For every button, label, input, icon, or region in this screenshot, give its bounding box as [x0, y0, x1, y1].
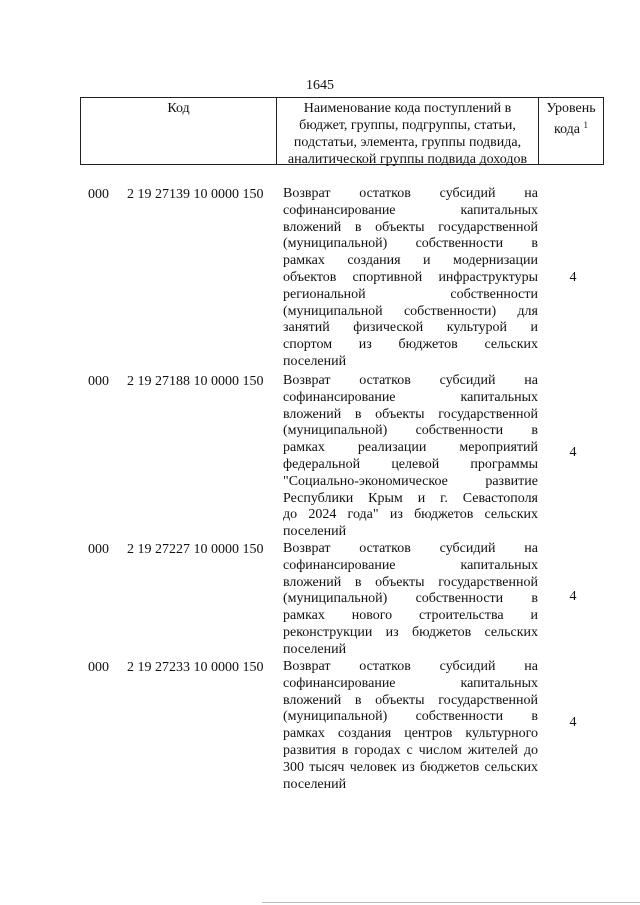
- admin-code: 000: [88, 542, 109, 557]
- description-line: софинансирование капитальных: [283, 389, 538, 405]
- code-description: [283, 373, 538, 541]
- description-line: вложений в объекты государственной: [283, 574, 538, 590]
- description-line: вложений в объекты государственной: [283, 219, 538, 235]
- description-line: софинансирование капитальных: [283, 675, 538, 691]
- description-line: федеральной целевой программы: [283, 456, 538, 472]
- description-line: рамках создания и модернизации: [283, 253, 538, 269]
- description-line: (муниципальной) собственности в: [283, 236, 538, 252]
- description-line: поселений: [283, 776, 347, 792]
- admin-code: 000: [88, 374, 109, 389]
- description-line: рамках создания центров культурного: [283, 726, 538, 742]
- description-line: региональной собственности: [283, 286, 538, 302]
- description-line: вложений в объекты государственной: [283, 692, 538, 708]
- code-description: [283, 186, 538, 371]
- code-level: 4: [569, 715, 577, 730]
- footnote-marker: 1: [583, 120, 589, 130]
- table-header: [80, 97, 604, 165]
- description-line: развития в городах с числом жителей до: [283, 742, 538, 758]
- description-line: Возврат остатков субсидий на: [283, 659, 538, 674]
- scan-edge-divider: [262, 902, 640, 903]
- admin-code: 000: [88, 660, 109, 675]
- header-level: [539, 98, 603, 164]
- header-name-line: бюджет, группы, подгруппы, статьи,: [299, 118, 516, 133]
- description-line: софинансирование капитальных: [283, 202, 538, 218]
- header-name-line: Наименование кода поступлений в: [303, 101, 512, 116]
- description-line: Возврат остатков субсидий на: [283, 373, 538, 388]
- description-line: занятий физической культурой и: [283, 320, 538, 336]
- description-line: Возврат остатков субсидий на: [283, 186, 538, 201]
- description-line: 300 тысяч человек из бюджетов сельских: [283, 759, 538, 775]
- header-name: [277, 98, 539, 167]
- description-line: софинансирование капитальных: [283, 557, 538, 573]
- revenue-code: 2 19 27233 10 0000 150: [127, 660, 264, 675]
- description-line: реконструкции из бюджетов сельских: [283, 624, 538, 640]
- description-line: (муниципальной) собственности в: [283, 709, 538, 725]
- header-level-text: кода: [553, 122, 581, 137]
- description-line: "Социально-экономическое развитие: [283, 473, 538, 489]
- description-line: (муниципальной) собственности в: [283, 423, 538, 439]
- revenue-code: 2 19 27227 10 0000 150: [127, 542, 264, 557]
- revenue-code: 2 19 27139 10 0000 150: [127, 187, 264, 202]
- header-name-line: аналитической группы подвида доходов: [287, 152, 528, 167]
- description-line: Возврат остатков субсидий на: [283, 541, 538, 556]
- code-description: [283, 541, 538, 659]
- description-line: Республики Крым и г. Севастополя: [283, 490, 538, 506]
- description-line: объектов спортивной инфраструктуры: [283, 269, 538, 285]
- header-level-line2: [539, 117, 603, 138]
- description-line: вложений в объекты государственной: [283, 406, 538, 422]
- description-line: (муниципальной) собственности в: [283, 591, 538, 607]
- header-level-line1: Уровень: [546, 101, 596, 116]
- revenue-code: 2 19 27188 10 0000 150: [127, 374, 264, 389]
- description-line: спортом из бюджетов сельских: [283, 337, 538, 353]
- description-line: поселений: [283, 524, 347, 540]
- description-line: до 2024 года" из бюджетов сельских: [283, 507, 538, 523]
- description-line: рамках нового строительства и: [283, 608, 538, 624]
- code-level: 4: [569, 270, 577, 285]
- code-level: 4: [569, 445, 577, 460]
- description-line: рамках реализации мероприятий: [283, 440, 538, 456]
- description-line: (муниципальной собственности) для: [283, 303, 538, 319]
- header-code: Код: [81, 98, 277, 164]
- page-number: 1645: [306, 78, 334, 93]
- header-name-line: подстатьи, элемента, группы подвида,: [293, 135, 522, 150]
- description-line: поселений: [283, 641, 347, 657]
- description-line: поселений: [283, 353, 347, 369]
- code-description: [283, 659, 538, 793]
- code-level: 4: [569, 589, 577, 604]
- admin-code: 000: [88, 187, 109, 202]
